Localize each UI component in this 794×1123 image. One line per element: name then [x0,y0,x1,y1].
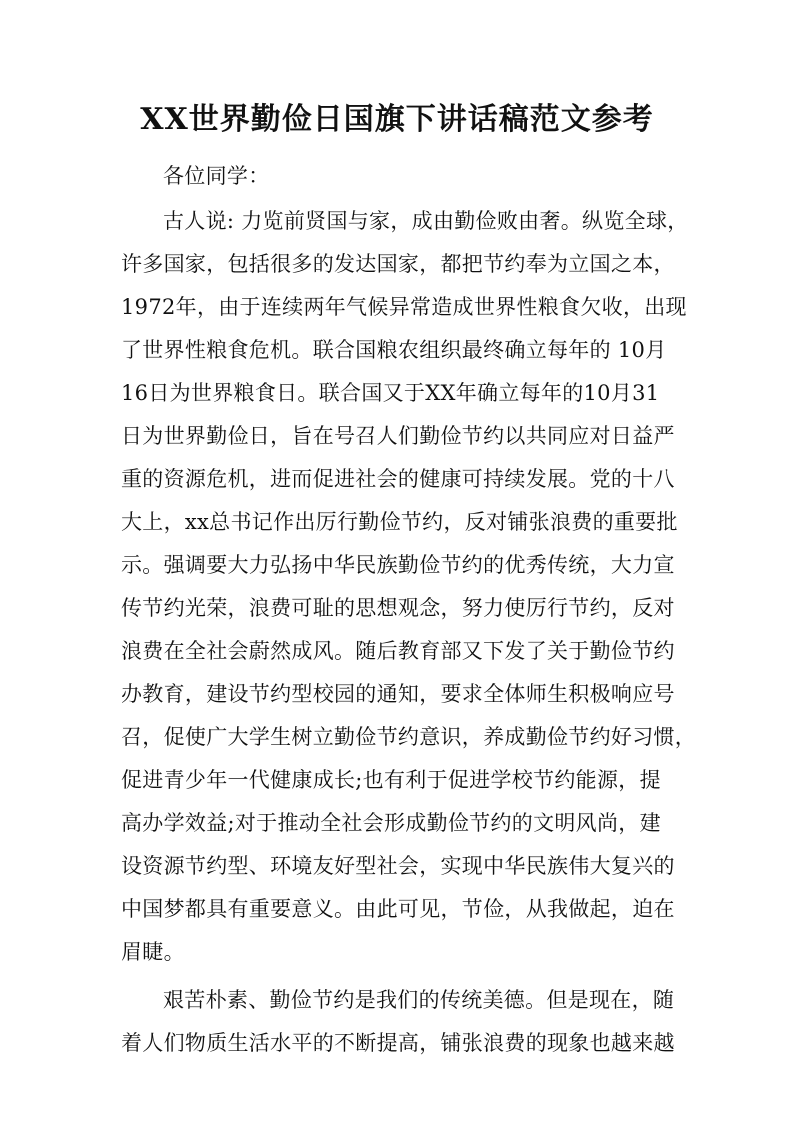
paragraph-1-line-8: 大上，xx总书记作出厉行勤俭节约，反对铺张浪费的重要批 [121,510,678,534]
paragraph-1-line-12: 办教育，建设节约型校园的通知，要求全体师生积极响应号 [121,682,675,706]
greeting-line: 各位同学： [163,164,270,188]
paragraph-1-line-15: 高办学效益;对于推动全社会形成勤俭节约的文明风尚，建 [121,811,661,835]
paragraph-1-line-1: 古人说: 力览前贤国与家，成由勤俭败由奢。纵览全球， [163,209,689,233]
paragraph-2-line-2: 着人们物质生活水平的不断提高，铺张浪费的现象也越来越 [121,1031,675,1055]
paragraph-1-line-5: 16日为世界粮食日。联合国又于XX年确立每年的10月31 [121,381,660,405]
paragraph-1-line-14: 促进青少年一代健康成长;也有利于促进学校节约能源，提 [121,768,661,792]
paragraph-1-line-11: 浪费在全社会蔚然成风。随后教育部又下发了关于勤俭节约 [121,639,675,663]
paragraph-1-line-16: 设资源节约型、环境友好型社会，实现中华民族伟大复兴的 [121,854,675,878]
paragraph-1-line-3: 1972年，由于连续两年气候异常造成世界性粮食欠收，出现 [121,295,687,319]
paragraph-1-line-10: 传节约光荣，浪费可耻的思想观念，努力使厉行节约，反对 [121,596,675,620]
paragraph-1-line-4: 了世界性粮食危机。联合国粮农组织最终确立每年的 10月 [121,338,667,362]
paragraph-2-line-1: 艰苦朴素、勤俭节约是我们的传统美德。但是现在，随 [163,988,675,1012]
paragraph-1-line-13: 召，促使广大学生树立勤俭节约意识，养成勤俭节约好习惯， [121,725,697,749]
paragraph-1-line-17: 中国梦都具有重要意义。由此可见，节俭，从我做起，迫在 [121,897,675,921]
paragraph-1-line-2: 许多国家，包括很多的发达国家，都把节约奉为立国之本， [121,252,675,276]
paragraph-1-line-18: 眉睫。 [121,940,185,964]
paragraph-1-line-9: 示。强调要大力弘扬中华民族勤俭节约的优秀传统，大力宣 [121,553,675,577]
document-title: XX世界勤俭日国旗下讲话稿范文参考 [140,102,654,137]
paragraph-1-line-6: 日为世界勤俭日，旨在号召人们勤俭节约以共同应对日益严 [121,424,675,448]
paragraph-1-line-7: 重的资源危机，进而促进社会的健康可持续发展。党的十八 [121,467,675,491]
